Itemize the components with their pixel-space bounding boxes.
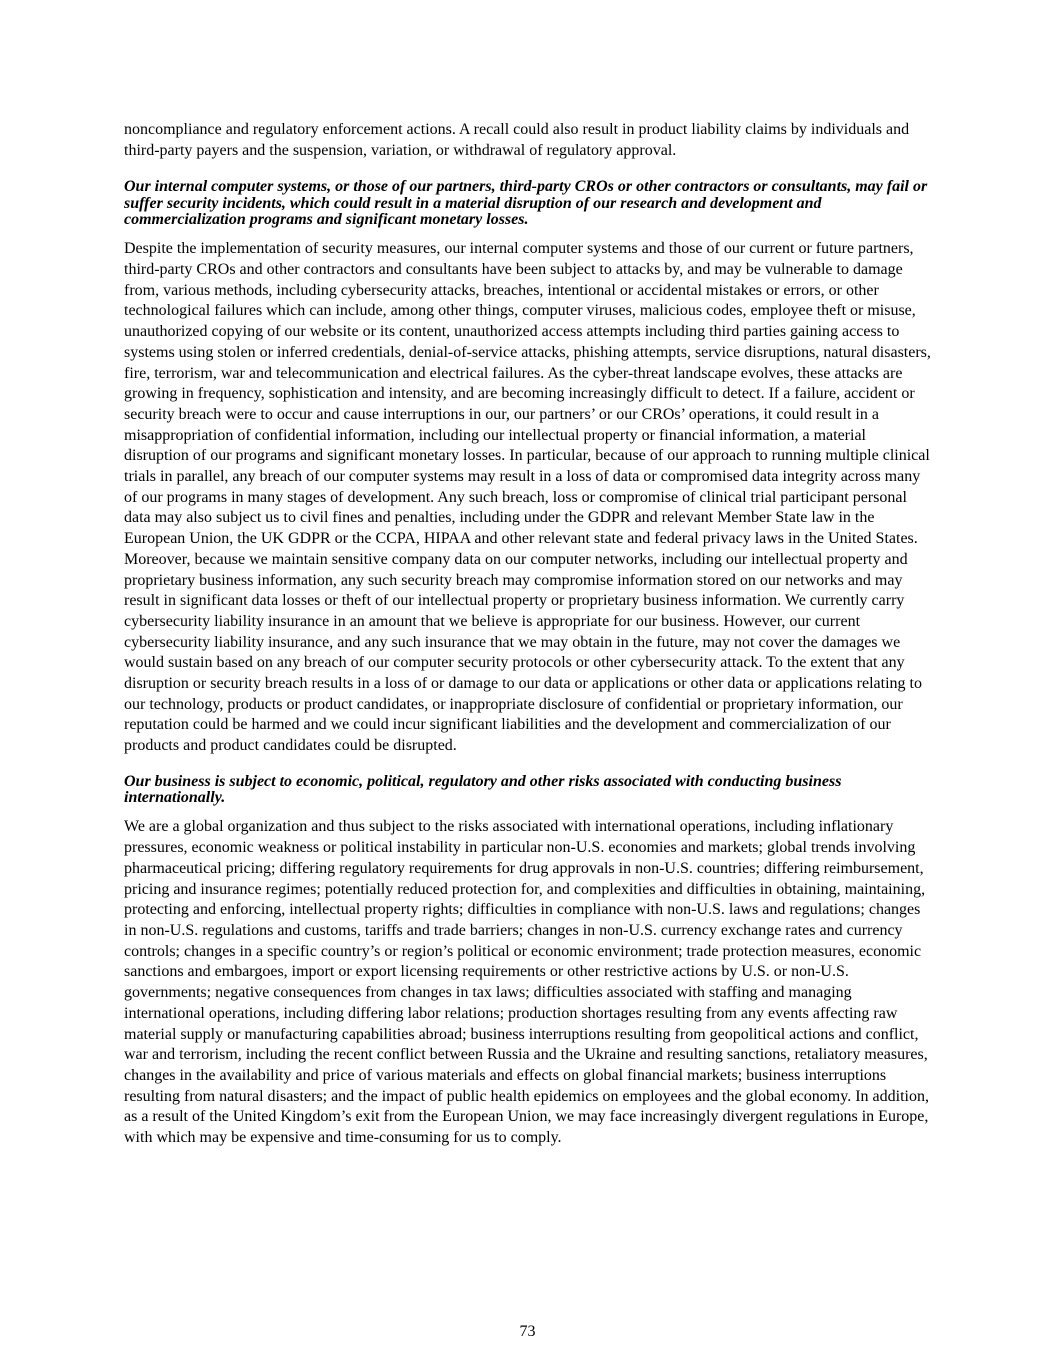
page-number: 73 [519,1323,536,1340]
paragraph-security-measures: Despite the implementation of security measures, our internal computer systems and those of our current or future partners, third-party CROs and other contractors and consultants have been subject to attacks by, and may be vulnerable to damage from, various methods, including cybersecurity attacks, breaches, intentional or accidental mistakes or errors, or other technological failures which can include, among other things, computer viruses, malicious codes, employee theft or misuse, unauthorized copying of our website or its content, unauthorized access attempts including third parties gaining access to systems using stolen or inferred credentials, denial-of-service attacks, phishing attempts, service disruptions, natural disasters, fire, terrorism, war and telecommunication and electrical failures. As the cyber-threat landscape evolves, these attacks are growing in frequency, sophistication and intensity, and are becoming increasingly difficult to detect. If a failure, accident or security breach were to occur and cause interruptions in our, our partners’ or our CROs’ operations, it could result in a misappropriation of confidential information, including our intellectual property or financial information, a material disruption of our programs and significant monetary losses. In particular, because of our approach to running multiple clinical trials in parallel, any breach of our computer systems may result in a loss of data or compromised data integrity across many of our programs in many stages of development. Any such breach, loss or compromise of clinical trial participant personal data may also subject us to civil fines and penalties, including under the GDPR and relevant Member State law in the European Union, the UK GDPR or the CCPA, HIPAA and other relevant state and federal privacy laws in the United States. Moreover, because we maintain sensitive company data on our computer networks, including our intellectual property and proprietary business information, any such security breach may compromise information stored on our networks and may result in significant data losses or theft of our intellectual property or proprietary business information. We currently carry cybersecurity liability insurance in an amount that we believe is appropriate for our business. However, our current cybersecurity liability insurance, and any such insurance that we may obtain in the future, may not cover the damages we would sustain based on any breach of our computer security protocols or other cybersecurity attack. To the extent that any disruption or security breach results in a loss of or damage to our data or applications or other data or applications relating to our technology, products or product candidates, or inappropriate disclosure of confidential or proprietary information, our reputation could be harmed and we could incur significant liabilities and the development and commercialization of our products and product candidates could be disrupted. [124,240,931,755]
risk-heading-international-business: Our business is subject to economic, political, regulatory and other risks associated with conducting business internationally. [124,772,842,807]
paragraph-global-organization: We are a global organization and thus subject to the risks associated with international operations, including inflationary pressures, economic weakness or political instability in particular non-U.S. economies and markets; global trends involving pharmaceutical pricing; differing regulatory requirements for drug approvals in non-U.S. countries; differing reimbursement, pricing and insurance regimes; potentially reduced protection for, and complexities and difficulties in obtaining, maintaining, protecting and enforcing, intellectual property rights; difficulties in compliance with non-U.S. laws and regulations; changes in non-U.S. regulations and customs, tariffs and trade barriers; changes in non-U.S. currency exchange rates and currency controls; changes in a specific country’s or region’s political or economic environment; trade protection measures, economic sanctions and embargoes, import or export licensing requirements or other restrictive actions by U.S. or non-U.S. governments; negative consequences from changes in tax laws; difficulties associated with staffing and managing international operations, including differing labor relations; production shortages resulting from any events affecting raw material supply or manufacturing capabilities abroad; business interruptions resulting from geopolitical actions and conflict, war and terrorism, including the recent conflict between Russia and the Ukraine and resulting sanctions, retaliatory measures, changes in the availability and price of various materials and effects on global financial markets; business interruptions resulting from natural disasters; and the impact of public health epidemics on employees and the global economy. In addition, as a result of the United Kingdom’s exit from the European Union, we may face increasingly divergent regulations in Europe, with which may be expensive and time-consuming for us to comply. [124,818,929,1147]
document-body [124,120,932,1149]
paragraph-recall-continuation: noncompliance and regulatory enforcement actions. A recall could also result in product liability claims by individuals and third-party payers and the suspension, variation, or withdrawal of regulatory approval. [124,121,910,159]
risk-heading-computer-systems: Our internal computer systems, or those of our partners, third-party CROs or other contractors or consultants, may fail or suffer security incidents, which could result in a material disruption of our research and development and commercialization programs and significant monetary losses. [124,178,928,228]
